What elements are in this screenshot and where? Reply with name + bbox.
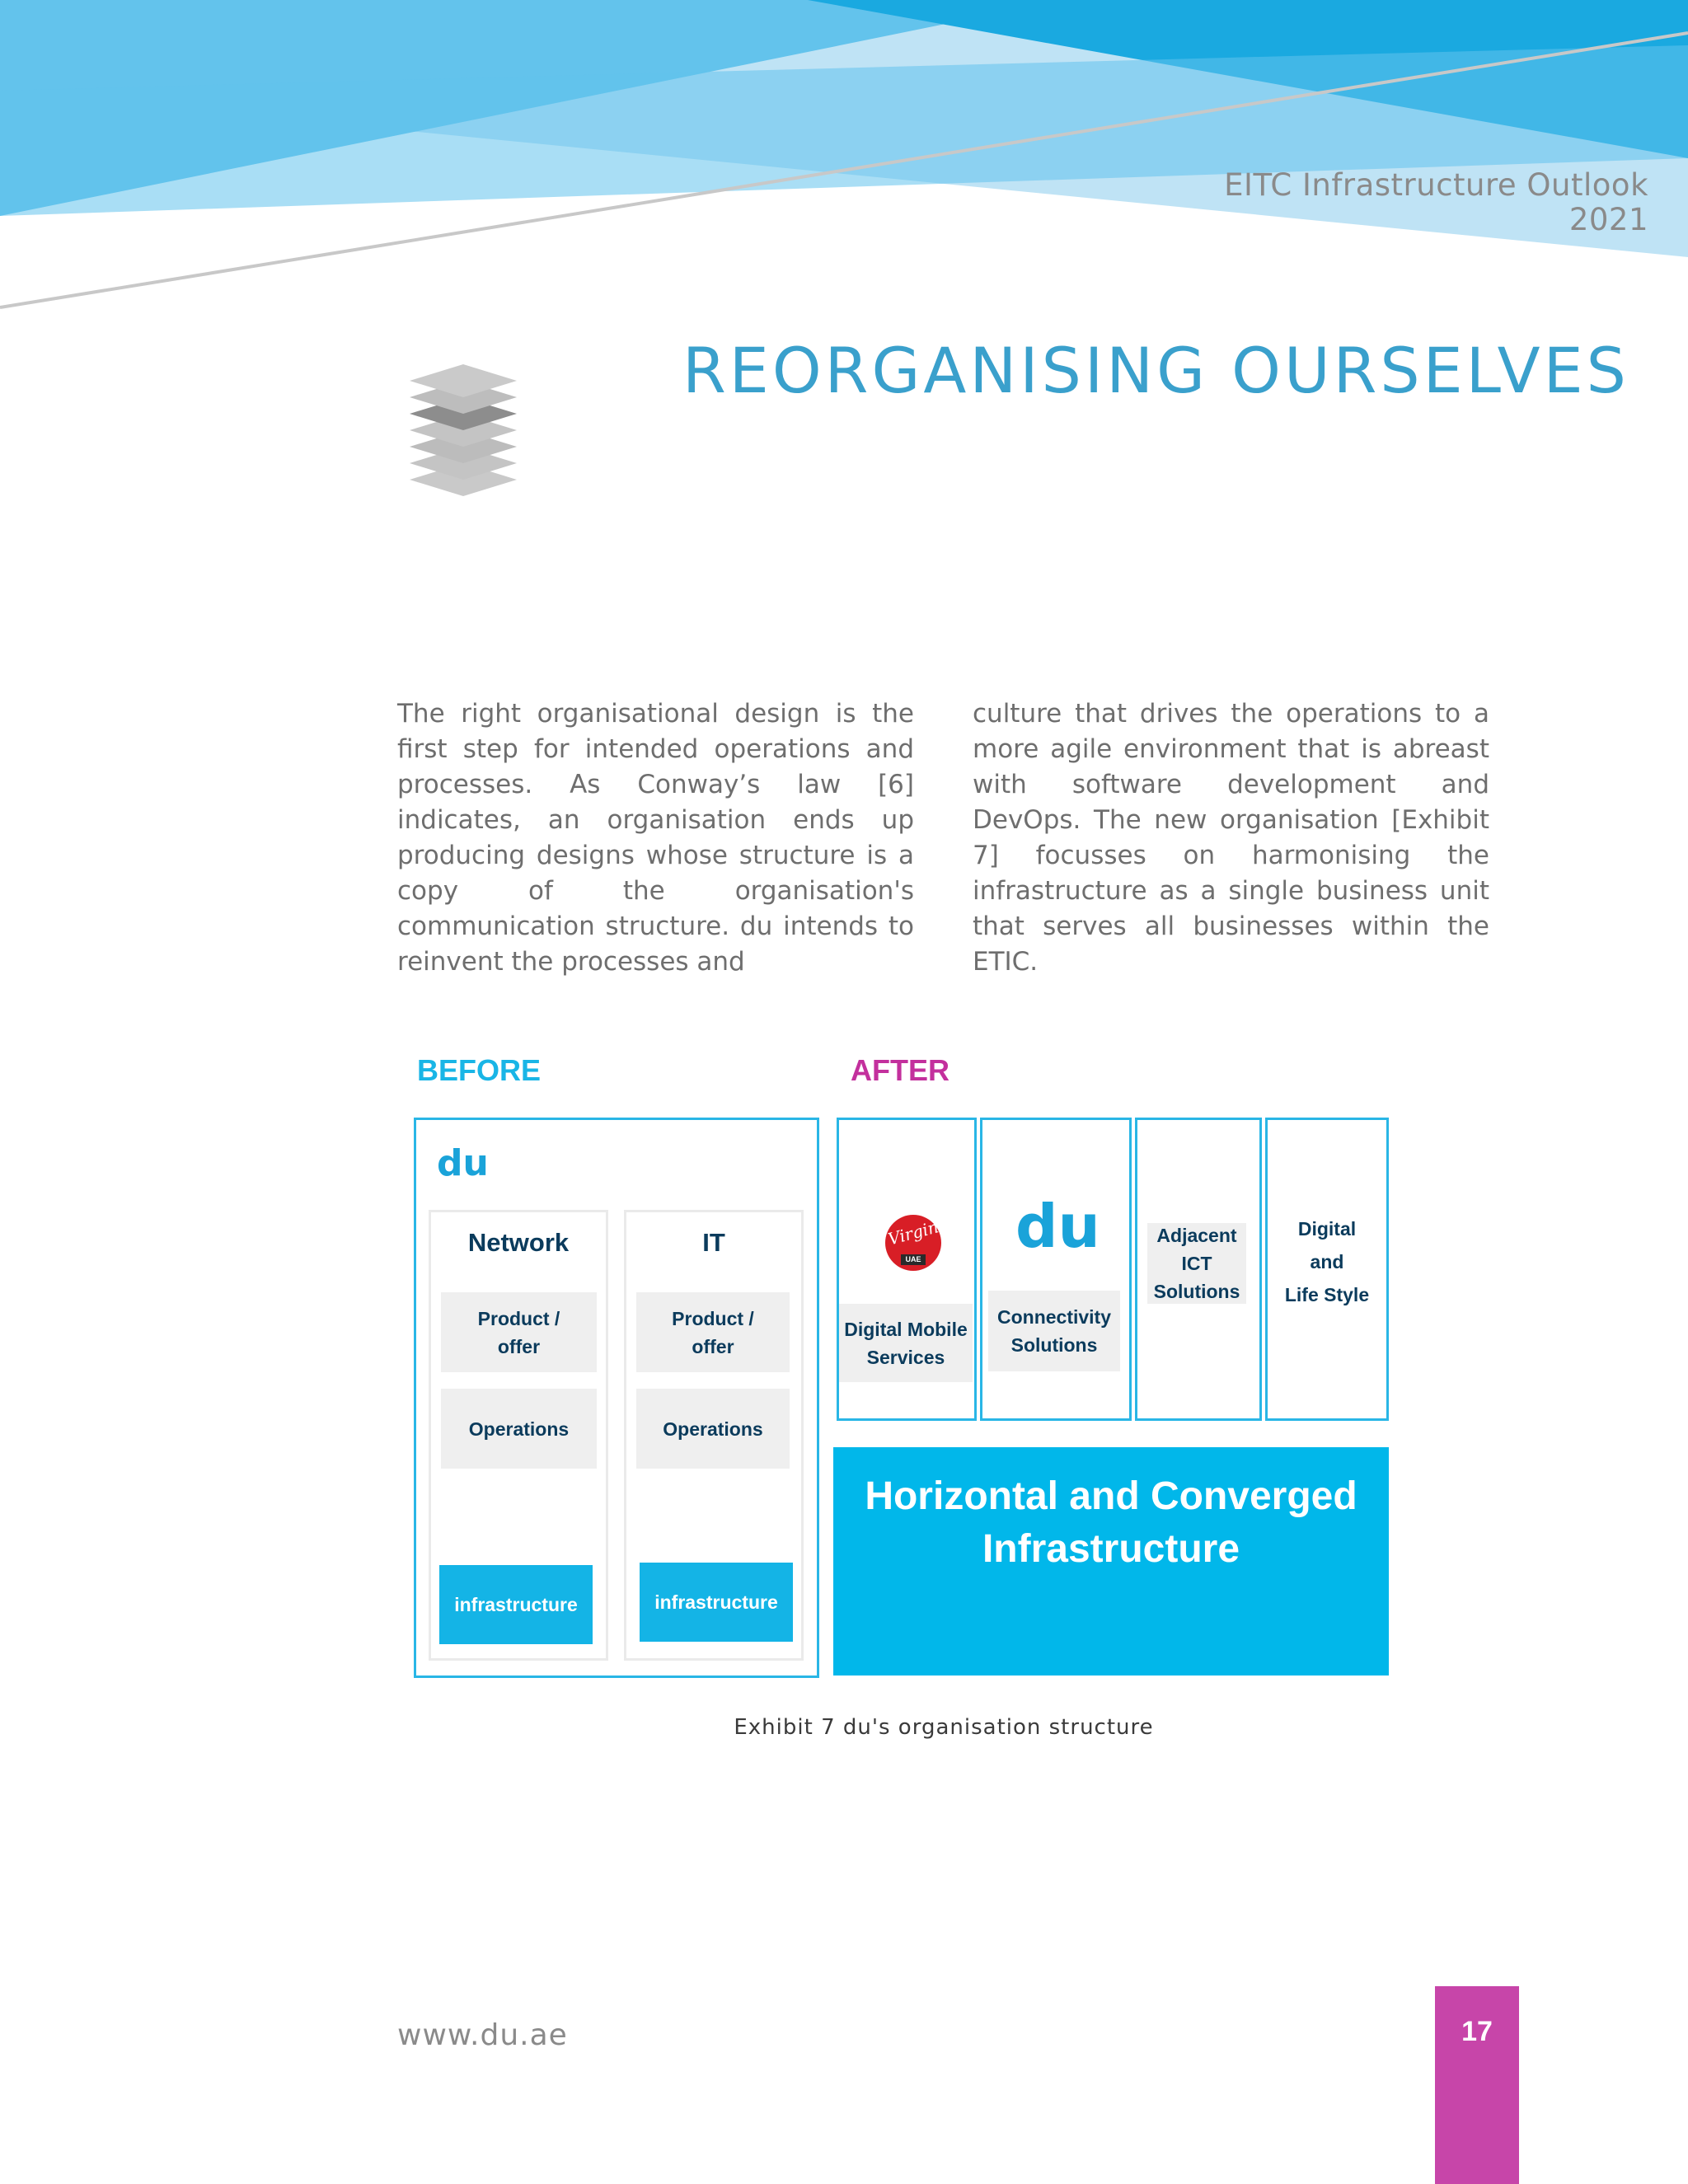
network-product-box: Product / offer (441, 1292, 597, 1372)
it-operations-box: Operations (636, 1389, 790, 1469)
adjacent-ict-solutions-box: Adjacent ICT Solutions (1147, 1223, 1246, 1304)
footer-url[interactable]: www.du.ae (397, 2018, 568, 2052)
body-column-left: The right organisational design is the first step for intended operations and processes. As Conway’s law [6] indicates, an organisation ends up producing designs whose structure is a copy of the organisation's communication structure. du intends to reinvent the processes and (397, 699, 914, 977)
after-column-connectivity (980, 1118, 1132, 1421)
network-operations-box: Operations (441, 1389, 597, 1469)
page-number: 17 (1461, 2016, 1493, 2047)
virgin-logo-text: Virgin (885, 1216, 941, 1249)
it-infrastructure-box: infrastructure (640, 1563, 793, 1642)
body-column-right: culture that drives the operations to a more agile environment that is abreast with software development and DevOps. The new organisation [Exhibit 7] focusses on harmonising the infrastructure as a single business unit that serves all businesses within the ETIC. (973, 699, 1489, 977)
it-title: IT (702, 1228, 725, 1257)
header-year: 2021 (1568, 202, 1648, 237)
network-title: Network (467, 1228, 570, 1257)
page-title: REORGANISING OURSELVES (682, 334, 1629, 407)
digital-lifestyle-label: Digital and Life Style (1284, 1218, 1370, 1305)
digital-mobile-services-box: Digital Mobile Services (839, 1304, 973, 1382)
header-title: EITC Infrastructure Outlook (1224, 167, 1648, 203)
exhibit-caption: Exhibit 7 du's organisation structure (734, 1715, 1154, 1740)
layers-icon (406, 346, 521, 503)
virgin-logo-sub: UAE (901, 1254, 926, 1265)
network-infrastructure-box: infrastructure (439, 1565, 593, 1644)
before-label: BEFORE (417, 1053, 542, 1087)
it-product-box: Product / offer (636, 1292, 790, 1372)
connectivity-solutions-box: Connectivity Solutions (988, 1291, 1120, 1371)
horizontal-converged-infrastructure-box: Horizontal and Converged Infrastructure (833, 1447, 1389, 1675)
header-banner (0, 0, 1688, 330)
du-logo: du (437, 1142, 489, 1184)
du-logo-after: du (1015, 1192, 1100, 1261)
virgin-logo (885, 1215, 941, 1271)
after-label: AFTER (851, 1053, 950, 1087)
